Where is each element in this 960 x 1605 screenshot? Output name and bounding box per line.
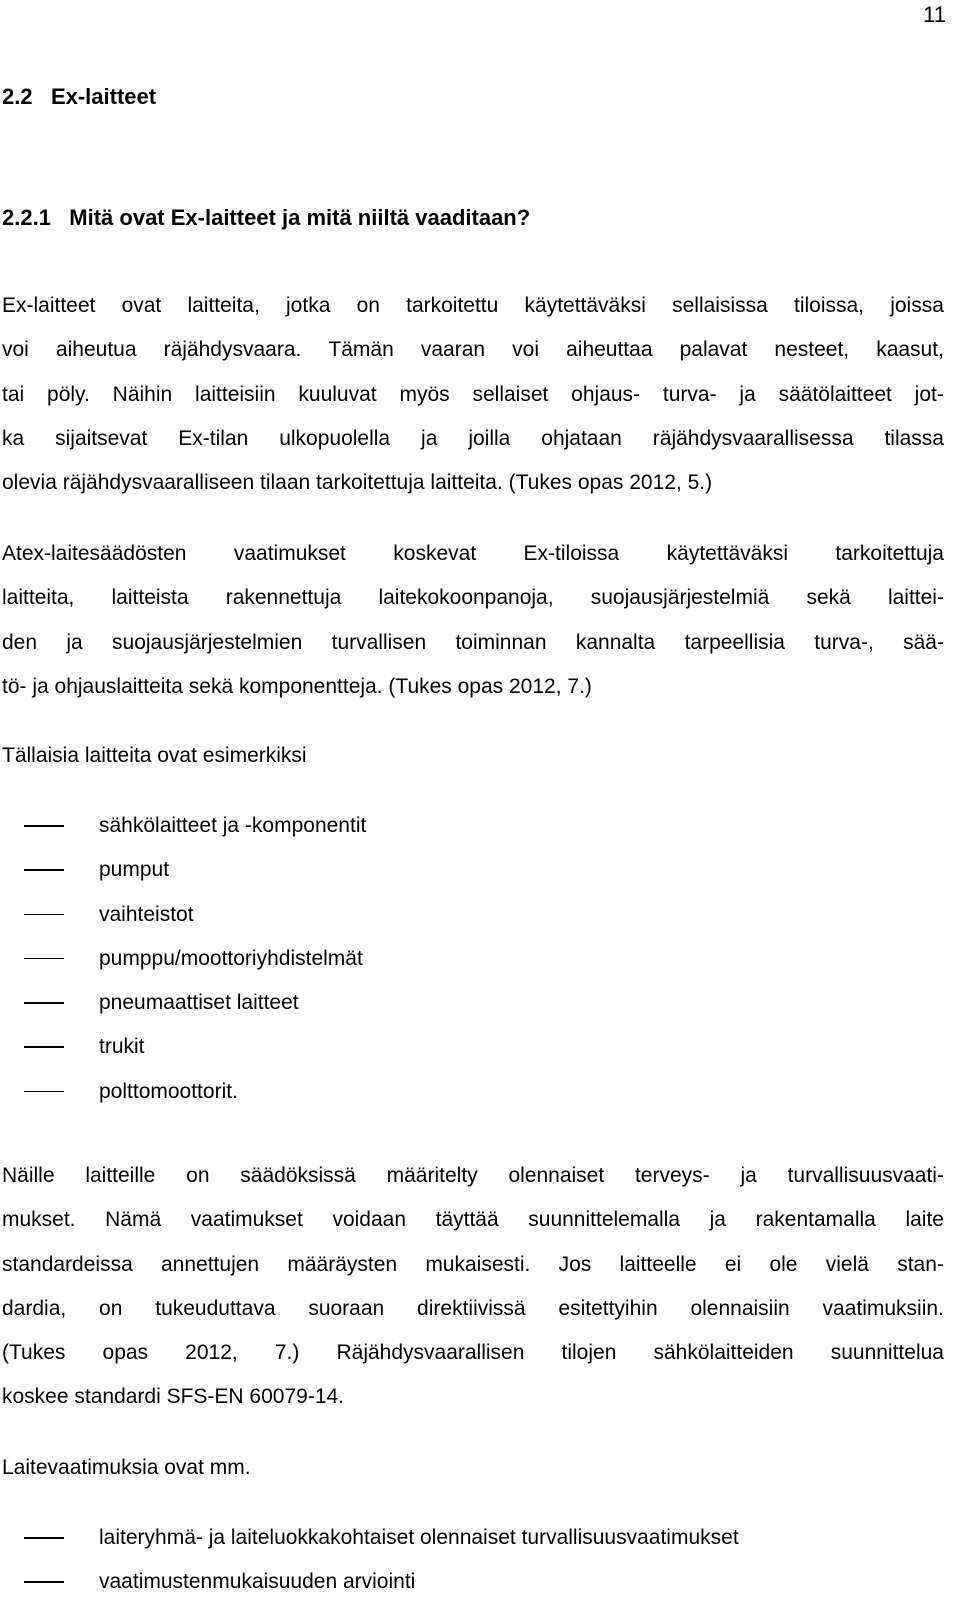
list-item: pumput — [0, 848, 960, 892]
dash-bullet-icon — [24, 958, 64, 960]
text-line: Näille laitteille on säädöksissä määritelty olennaiset terveys- ja turvallisuusvaati- — [2, 1164, 944, 1187]
page-number: 11 — [923, 2, 946, 27]
list-item: vaihteistot — [0, 893, 960, 937]
text-line: olevia räjähdysvaaralliseen tilaan tarkoitettuja laitteita. (Tukes opas 2012, 5.) — [2, 471, 713, 495]
text-line: mukset. Nämä vaatimukset voidaan täyttää suunnittelemalla ja rakentamalla laite — [2, 1208, 944, 1232]
list-item: pneumaattiset laitteet — [0, 981, 960, 1025]
subsection-heading — [2, 205, 530, 231]
paragraph-device-requirements-intro — [2, 1446, 944, 1490]
dash-bullet-icon — [24, 869, 64, 871]
device-requirements-list — [0, 1516, 960, 1605]
text-line: dardia, on tukeuduttava suoraan direktiivissä esitettyihin olennaisiin vaatimuksiin. — [2, 1296, 944, 1320]
text-line: tö- ja ohjauslaitteita sekä komponentteja. (Tukes opas 2012, 7.) — [2, 674, 592, 698]
list-item: vaatimustenmukaisuuden arviointi — [0, 1560, 960, 1604]
subsection-title: Mitä ovat Ex-laitteet ja mitä niiltä vaaditaan? — [69, 205, 531, 230]
paragraph-atex-requirements — [2, 532, 944, 709]
text-line: laitteita, laitteista rakennettuja laitekokoonpanoja, suojausjärjestelmiä sekä laittei- — [2, 586, 944, 610]
equipment-examples-list — [0, 804, 960, 1114]
text-line: Tällaisia laitteita ovat esimerkiksi — [2, 744, 307, 767]
list-item: laiteryhmä- ja laiteluokkakohtaiset olennaiset turvallisuusvaatimukset — [0, 1516, 960, 1560]
paragraph-ex-equipment — [2, 284, 944, 505]
section-title: Ex-laitteet — [50, 84, 157, 109]
paragraph-essential-requirements — [2, 1154, 944, 1420]
list-item: trukit — [0, 1025, 960, 1069]
text-line: den ja suojausjärjestelmien turvallisen toiminnan kannalta tarpeellisia turva-, sää- — [2, 630, 944, 654]
text-line: standardeissa annettujen määräysten mukaisesti. Jos laitteelle ei ole vielä stan- — [2, 1252, 944, 1276]
dash-bullet-icon — [24, 825, 64, 827]
section-heading — [2, 84, 156, 110]
list-item: sähkölaitteet ja -komponentit — [0, 804, 960, 848]
dash-bullet-icon — [24, 1046, 64, 1048]
list-item: polttomoottorit. — [0, 1070, 960, 1114]
text-line: Laitevaatimuksia ovat mm. — [2, 1456, 251, 1479]
text-line: tai pöly. Näihin laitteisiin kuuluvat myös sellaiset ohjaus- turva- ja säätölaitteet jot- — [2, 382, 944, 406]
section-number: 2.2 — [2, 84, 33, 109]
dash-bullet-icon — [24, 1581, 64, 1583]
text-line: voi aiheutua räjähdysvaara. Tämän vaaran voi aiheuttaa palavat nesteet, kaasut, — [2, 338, 944, 362]
subsection-number: 2.2.1 — [2, 205, 51, 230]
text-line: ka sijaitsevat Ex-tilan ulkopuolella ja joilla ohjataan räjähdysvaarallisessa tilassa — [2, 426, 944, 450]
dash-bullet-icon — [24, 1091, 64, 1093]
paragraph-examples-intro — [2, 734, 944, 778]
text-line: Ex-laitteet ovat laitteita, jotka on tarkoitettu käytettäväksi sellaisissa tiloissa, joissa — [2, 294, 944, 317]
dash-bullet-icon — [24, 1002, 64, 1004]
text-line: Atex-laitesäädösten vaatimukset koskevat Ex-tiloissa käytettäväksi tarkoitettuja — [2, 542, 944, 565]
list-item: pumppu/moottoriyhdistelmät — [0, 937, 960, 981]
dash-bullet-icon — [24, 914, 64, 916]
text-line: (Tukes opas 2012, 7.) Räjähdysvaarallisen tilojen sähkölaitteiden suunnittelua — [2, 1341, 944, 1365]
dash-bullet-icon — [24, 1537, 64, 1539]
text-line: koskee standardi SFS-EN 60079-14. — [2, 1385, 345, 1409]
